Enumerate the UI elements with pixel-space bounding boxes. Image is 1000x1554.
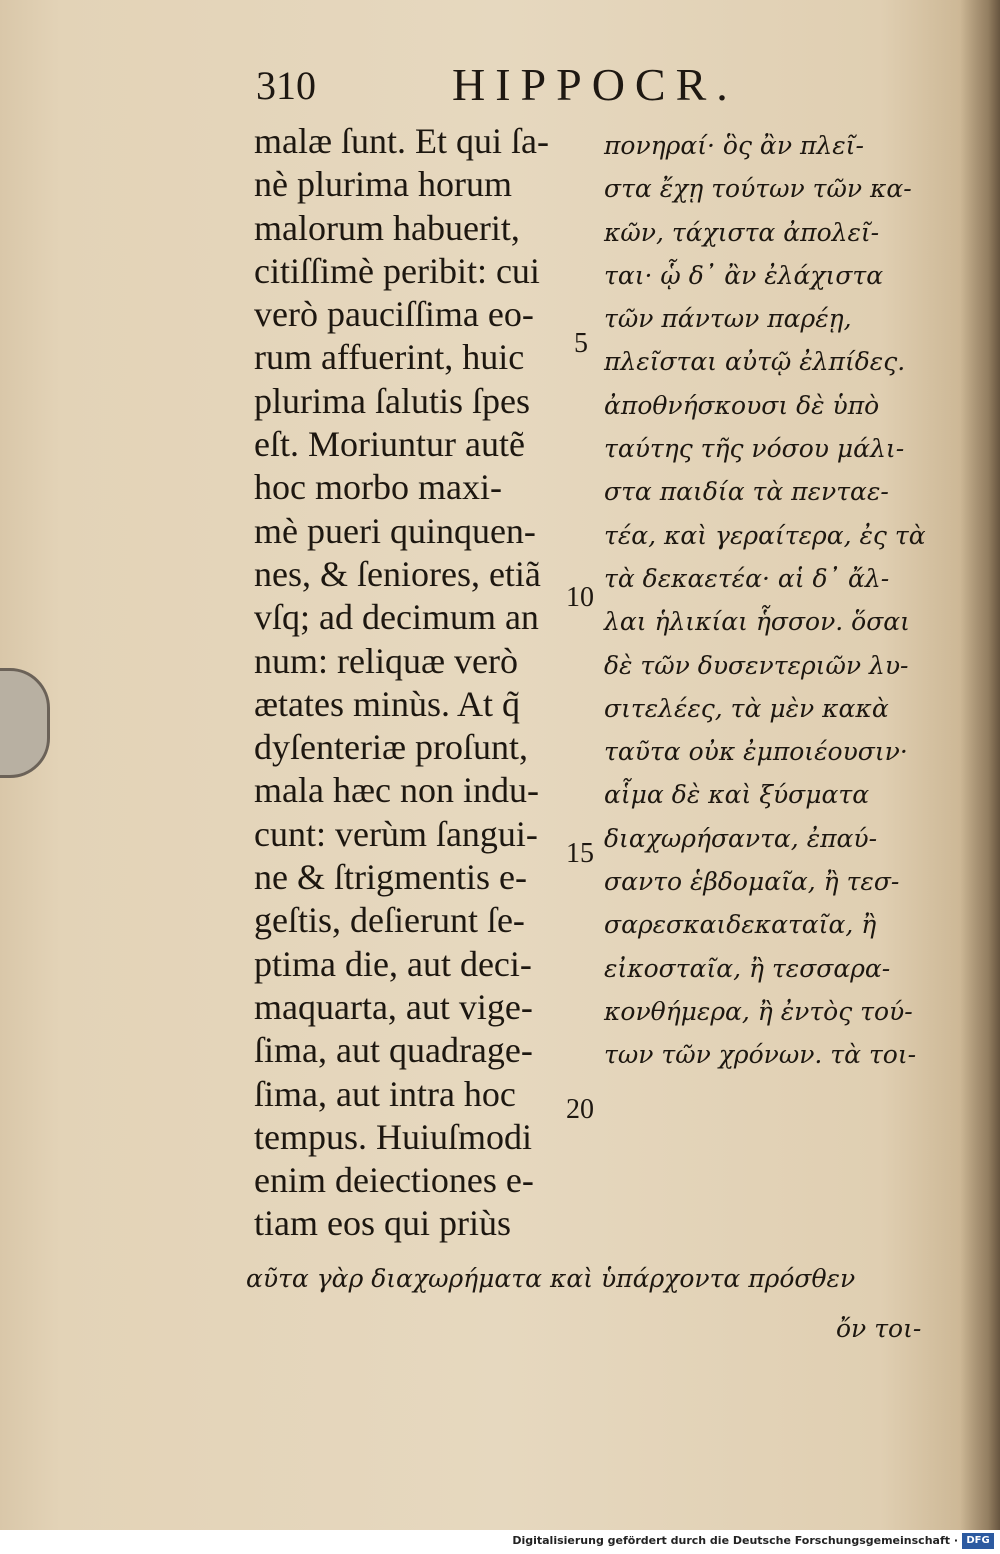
latin-line: cunt: verùm ſangui- xyxy=(254,813,538,854)
latin-line: ſima, aut quadrage- xyxy=(254,1030,533,1071)
latin-line: maquarta, aut vige- xyxy=(254,986,533,1027)
greek-line: σαντο ἑβδομαῖα, ἢ τεσ- xyxy=(604,867,900,897)
greek-line: ταύτης τῆς νόσου μάλι- xyxy=(604,434,905,464)
line-number-15: 15 xyxy=(566,838,594,869)
latin-line: enim deiectiones e- xyxy=(254,1160,534,1201)
greek-line: τῶν πάντων παρέῃ, xyxy=(604,304,852,334)
greek-line: σαρεσκαιδεκαταῖα, ἢ xyxy=(604,910,877,940)
latin-line: citiſſimè peribit: cui xyxy=(254,250,540,291)
greek-line: τέα, καὶ γεραίτερα, ἐς τὰ xyxy=(604,520,926,550)
latin-line: malæ ſunt. Et qui ſa- xyxy=(254,121,549,161)
latin-column xyxy=(254,120,554,1246)
greek-line: ταῦτα οὐκ ἐμποιέουσιν· xyxy=(604,737,908,767)
latin-line: plurima ſalutis ſpes xyxy=(254,380,530,421)
greek-line: των τῶν χρόνων. τὰ τοι- xyxy=(604,1040,917,1070)
footer-credit: Digitalisierung gefördert durch die Deutsche Forschungsgemeinschaft · xyxy=(512,1534,958,1547)
latin-line: geſtis, deſierunt ſe- xyxy=(254,900,525,941)
latin-line: eſt. Moriuntur autẽ xyxy=(254,424,525,465)
greek-line: διαχωρήσαντα, ἐπαύ- xyxy=(604,823,878,853)
greek-line: λαι ἡλικίαι ἧσσον. ὅσαι xyxy=(604,607,910,637)
latin-line: mè pueri quinquen- xyxy=(254,510,536,551)
greek-line: αἷμα δὲ καὶ ξύσματα xyxy=(604,780,870,810)
greek-line: κονθήμερα, ἢ ἐντὸς τού- xyxy=(604,996,913,1026)
greek-continuation-line: αῦτα γὰρ διαχωρήματα καὶ ὑπάρχοντα πρόσθεν xyxy=(246,1264,856,1293)
greek-column xyxy=(604,124,934,1077)
latin-line: ne & ſtrigmentis e- xyxy=(254,857,527,898)
latin-line: dyſenteriæ proſunt, xyxy=(254,727,528,768)
greek-line: στα ἔχῃ τούτων τῶν κα- xyxy=(604,174,912,204)
dfg-logo-icon: DFG xyxy=(962,1533,994,1549)
latin-line: ſima, aut intra hoc xyxy=(254,1073,516,1114)
page-tab xyxy=(0,668,50,778)
latin-line: ptima die, aut deci- xyxy=(254,943,532,984)
greek-line: σιτελέες, τὰ μὲν κακὰ xyxy=(604,693,889,723)
running-head: HIPPOCR. xyxy=(452,59,738,110)
folio-number: 310 xyxy=(256,63,316,108)
latin-line: ætates minùs. At q̃ xyxy=(254,683,521,724)
latin-line: verò pauciſſima eo- xyxy=(254,294,534,335)
latin-line: mala hæc non indu- xyxy=(254,770,539,811)
greek-line: δὲ τῶν δυσεντεριῶν λυ- xyxy=(604,650,909,680)
catchword: ὄν τοι- xyxy=(836,1314,922,1343)
line-number-10: 10 xyxy=(566,582,594,613)
line-number-20: 20 xyxy=(566,1094,594,1125)
greek-line: πονηραί· ὃς ἂν πλεῖ- xyxy=(604,131,864,160)
latin-line: hoc morbo maxi- xyxy=(254,467,502,508)
greek-line: πλεῖσται αὐτῷ ἐλπίδες. xyxy=(604,347,906,377)
greek-line: ται· ᾧ δ᾽ ἂν ἐλάχιστα xyxy=(604,260,884,290)
latin-line: vſq; ad decimum an xyxy=(254,597,539,638)
latin-line: tiam eos qui priùs xyxy=(254,1203,511,1244)
digitization-footer xyxy=(0,1530,1000,1554)
latin-line: nè plurima horum xyxy=(254,164,512,205)
latin-line: num: reliquæ verò xyxy=(254,640,518,681)
greek-line: στα παιδία τὰ πενταε- xyxy=(604,477,889,507)
page-header xyxy=(256,58,796,118)
greek-line: τὰ δεκαετέα· αἱ δ᾽ ἄλ- xyxy=(604,563,890,593)
latin-line: rum affuerint, huic xyxy=(254,337,525,378)
greek-line: ἀποθνήσκουσι δὲ ὑπὸ xyxy=(604,390,880,420)
greek-line: κῶν, τάχιστα ἀπολεῖ- xyxy=(604,217,880,247)
latin-line: tempus. Huiuſmodi xyxy=(254,1116,532,1157)
latin-line: nes, & ſeniores, etiã xyxy=(254,553,541,594)
latin-line: malorum habuerit, xyxy=(254,207,520,248)
line-number-5: 5 xyxy=(574,328,588,359)
greek-line: εἰκοσταῖα, ἢ τεσσαρα- xyxy=(604,953,891,983)
